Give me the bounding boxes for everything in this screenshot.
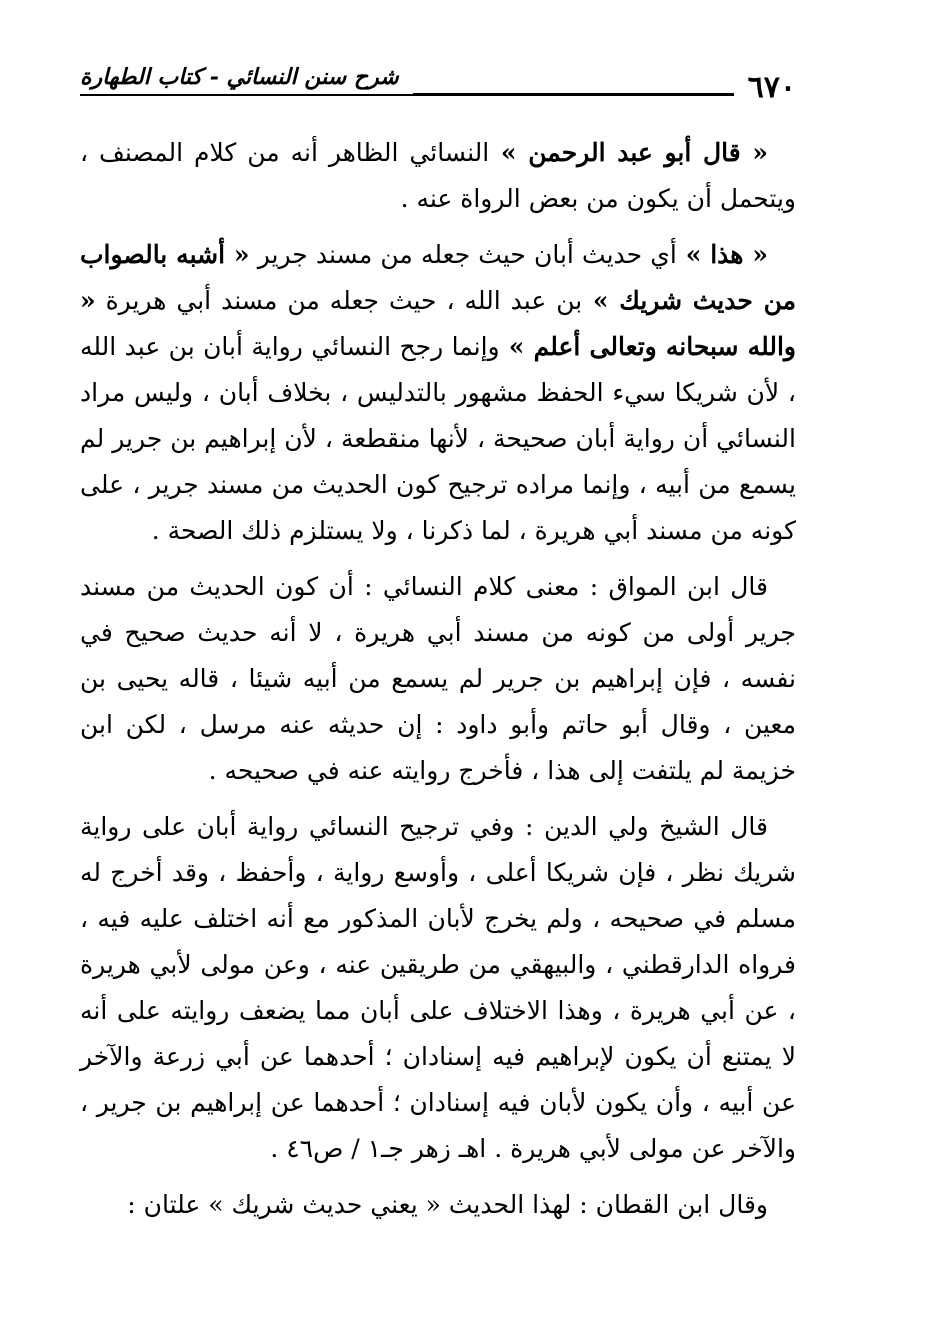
book-page: [80, 60, 796, 1300]
paragraph: [80, 1182, 796, 1228]
paragraph: [80, 130, 796, 222]
text-segment: قال ابن المواق : معنى كلام النسائي : أن كون الحديث من مسند جرير أولى من كونه من مسند أبي هريرة ، لا أنه حديث صحيح في نفسه ، فإن إبراهيم بن جرير لم يسمع من أبيه شيئا ، قاله يحيى بن معين ، وقال أبو حاتم وأبو داود : إن حديثه عنه مرسل ، لكن ابن خزيمة لم يلتفت إلى هذا ، فأخرج روايته عنه في صحيحه .: [80, 572, 796, 785]
text-segment: بن عبد الله ، حيث جعله من مسند أبي هريرة: [95, 286, 583, 315]
page-header: [80, 60, 796, 120]
text-segment: « أشبه بالصواب من حديث شريك »: [80, 240, 796, 315]
paragraph: [80, 564, 796, 794]
text-segment: أي حديث أبان حيث جعله من مسند جرير: [249, 240, 677, 269]
text-segment: وإنما رجح النسائي رواية أبان بن عبد الله ، لأن شريكا سيء الحفظ مشهور بالتدليس ، بخلاف أبان ، وليس مراد النسائي أن رواية أبان صحيحة ، لأنها منقطعة ، لأن إبراهيم بن جرير لم يسمع من أبيه ، وإنما مراده ترجيح كون الحديث من مسند جرير ، على كونه من مسند أبي هريرة ، لما ذكرنا ، ولا يستلزم ذلك الصحة .: [80, 332, 796, 545]
paragraph: [80, 232, 796, 554]
text-segment: وقال ابن القطان : لهذا الحديث « يعني حديث شريك » علتان :: [127, 1190, 768, 1219]
text-segment: « والله سبحانه وتعالى أعلم »: [80, 286, 796, 361]
page-body: [80, 130, 796, 1228]
page-number: ٦٧٠: [734, 64, 796, 112]
text-segment: « هذا »: [676, 240, 769, 269]
text-segment: قال الشيخ ولي الدين : وفي ترجيح النسائي رواية أبان على رواية شريك نظر ، فإن شريكا أعلى ، وأوسع رواية ، وأحفظ ، وقد أخرج له مسلم في صحيحه ، ولم يخرج لأبان المذكور مع أنه اختلف عليه فيه ، فرواه الدارقطني ، والبيهقي من طريقين عنه ، وعن مولى لأبي هريرة ، عن أبي هريرة ، وهذا الاختلاف على أبان مما يضعف روايته على أنه لا يمتنع أن يكون لإبراهيم فيه إسنادان ؛ أحدهما عن أبي زرعة والآخر عن أبيه ، وأن يكون لأبان فيه إسنادان ؛ أحدهما عن إبراهيم بن جرير ، والآخر عن مولى لأبي هريرة . اهـ زهر جـ١ / ص٤٦ .: [80, 812, 796, 1163]
text-segment: « قال أبو عبد الرحمن »: [489, 138, 768, 167]
paragraph: [80, 804, 796, 1172]
text-segment: النسائي الظاهر أنه من كلام المصنف ، ويتحمل أن يكون من بعض الرواة عنه .: [80, 138, 796, 213]
running-title: شرح سنن النسائي - كتاب الطهارة: [80, 60, 413, 94]
